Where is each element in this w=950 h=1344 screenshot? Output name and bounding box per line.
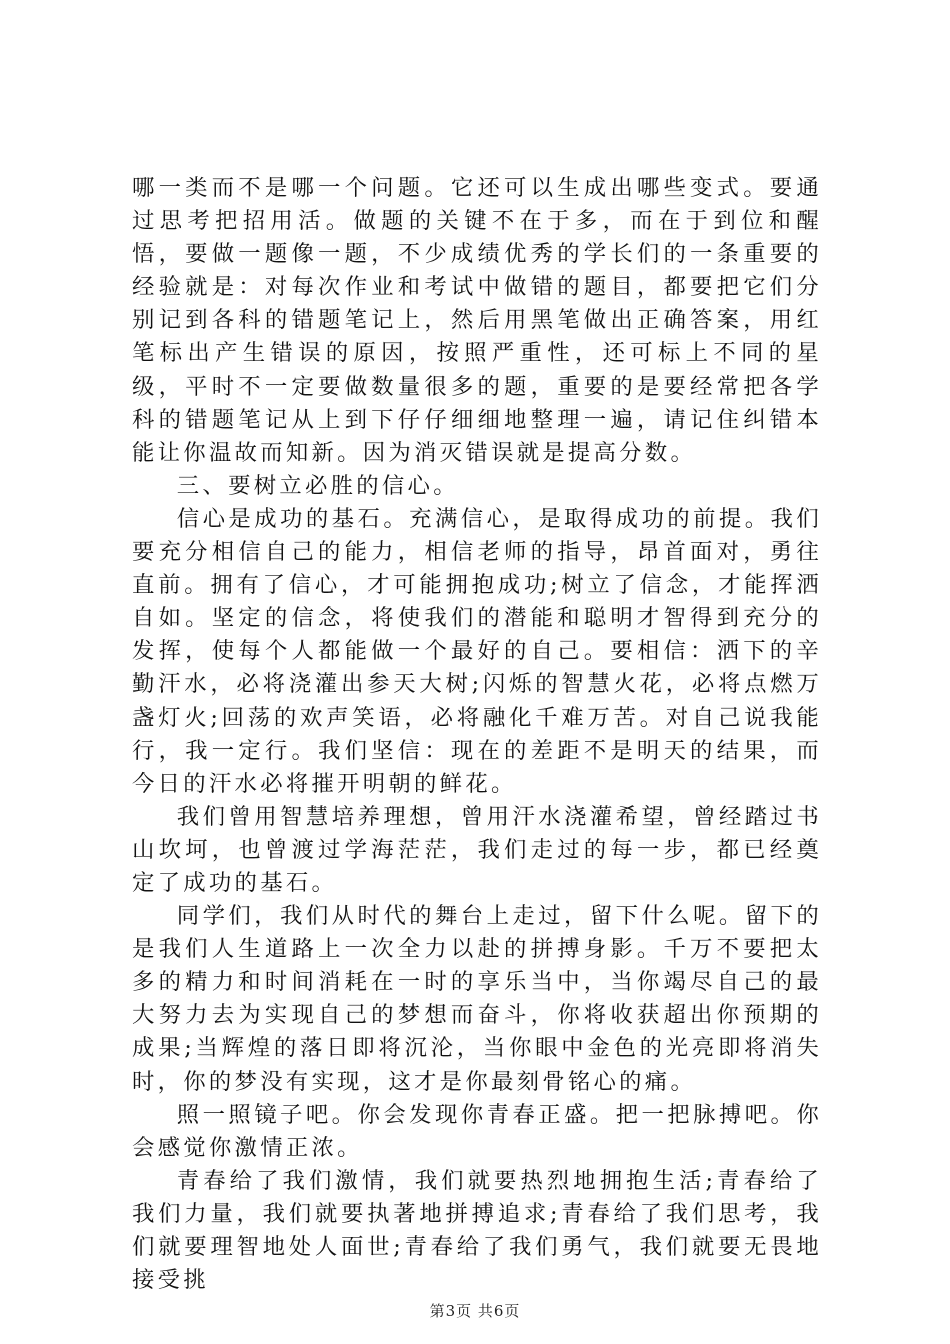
paragraph-3: 我们曾用智慧培养理想，曾用汗水浇灌希望，曾经踏过书山坎坷，也曾渡过学海茫茫，我们走过的每一步，都已经奠定了成功的基石。 [132, 803, 822, 896]
paragraph-2: 信心是成功的基石。充满信心，是取得成功的前提。我们要充分相信自己的能力，相信老师的指导，昂首面对，勇往直前。拥有了信心，才可能拥抱成功;树立了信念，才能挥洒自如。坚定的信念，将使我们的潜能和聪明才智得到充分的发挥，使每个人都能做一个最好的自己。要相信：洒下的辛勤汗水，必将浇灌出参天大树;闪烁的智慧火花，必将点燃万盏灯火;回荡的欢声笑语，必将融化千难万苦。对自己说我能行，我一定行。我们坚信：现在的差距不是明天的结果，而今日的汗水必将摧开明朝的鲜花。 [132, 505, 822, 797]
paragraph-5: 照一照镜子吧。你会发现你青春正盛。把一把脉搏吧。你会感觉你激情正浓。 [132, 1101, 822, 1161]
paragraph-4: 同学们，我们从时代的舞台上走过，留下什么呢。留下的是我们人生道路上一次全力以赴的拼搏身影。千万不要把太多的精力和时间消耗在一时的享乐当中，当你竭尽自己的最大努力去为实现自己的梦想而奋斗，你将收获超出你预期的成果;当辉煌的落日即将沉沦，当你眼中金色的光亮即将消失时，你的梦没有实现，这才是你最刻骨铭心的痛。 [132, 903, 822, 1095]
section-heading: 三、要树立必胜的信心。 [176, 472, 459, 499]
paragraph-6: 青春给了我们激情，我们就要热烈地拥抱生活;青春给了我们力量，我们就要执著地拼搏追求;青春给了我们思考，我们就要理智地处人面世;青春给了我们勇气，我们就要无畏地接受挑 [132, 1167, 822, 1294]
page-footer: 第3页 共6页 [429, 1302, 521, 1320]
body-text [132, 172, 822, 1297]
paragraph-1: 哪一类而不是哪一个问题。它还可以生成出哪些变式。要通过思考把招用活。做题的关键不在于多，而在于到位和醒悟，要做一题像一题，不少成绩优秀的学长们的一条重要的经验就是：对每次作业和考试中做错的题目，都要把它们分别记到各科的错题笔记上，然后用黑笔做出正确答案，用红笔标出产生错误的原因，按照严重性，还可标上不同的星级，平时不一定要做数量很多的题，重要的是要经常把各学科的错题笔记从上到下仔仔细细地整理一遍，请记住纠错本能让你温故而知新。因为消灭错误就是提高分数。 [132, 175, 822, 466]
